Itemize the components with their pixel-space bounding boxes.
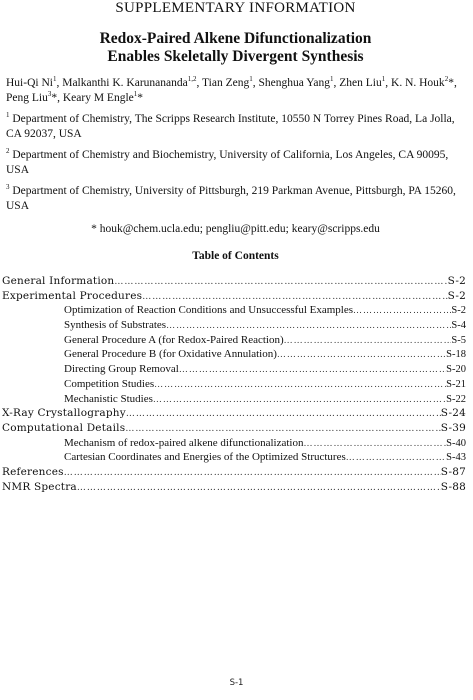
- toc-entry[interactable]: [2, 304, 466, 319]
- toc-heading: Table of Contents: [192, 250, 279, 262]
- author-separator: ,: [385, 77, 392, 89]
- affiliation: [6, 184, 459, 214]
- toc-entry[interactable]: [2, 422, 466, 437]
- toc-leader-dots: [77, 483, 441, 493]
- toc-leader-dots: [303, 438, 446, 448]
- author-affiliation-mark: 1: [330, 75, 334, 84]
- toc-leader-dots: [179, 364, 446, 374]
- author-affiliation-mark: 3: [47, 90, 52, 99]
- toc-entry-label: Mechanistic Studies: [64, 392, 153, 405]
- toc-entry-page: S-39: [440, 421, 466, 434]
- toc-entry-label: General Procedure A (for Redox-Paired Reaction): [64, 333, 284, 346]
- toc-entry[interactable]: [2, 334, 466, 349]
- author-separator: ,: [56, 77, 63, 89]
- toc-entry-label: Optimization of Reaction Conditions and Unsuccessful Examples: [64, 304, 354, 317]
- toc-leader-dots: [126, 409, 441, 419]
- toc-entry-page: S-43: [446, 452, 466, 464]
- toc-leader-dots: [64, 468, 441, 478]
- author-separator: ,: [196, 77, 203, 89]
- toc-entry-page: S-2: [447, 275, 466, 287]
- author-name: Malkanthi K. Karunananda: [62, 77, 188, 89]
- toc-entry-page: S-5: [451, 334, 466, 346]
- toc-entry-page: S-18: [446, 349, 466, 361]
- toc-leader-dots: [142, 292, 447, 302]
- author-affiliation-mark: 1: [133, 90, 138, 99]
- author-separator: *,: [51, 92, 63, 104]
- toc-entry-label: Mechanism of redox-paired alkene difunctionalization: [64, 436, 304, 449]
- toc-entry-label: Cartesian Coordinates and Energies of the Optimized Structures: [64, 451, 346, 464]
- toc-entry-page: S-21: [446, 378, 466, 390]
- toc-leader-dots: [346, 452, 446, 462]
- author-separator: ,: [333, 77, 340, 89]
- affiliation-mark: 3: [6, 183, 10, 192]
- toc-entry[interactable]: [2, 481, 466, 496]
- affiliation-text: Department of Chemistry, The Scripps Research Institute, 10550 N Torrey Pines Road, La Jolla, CA 92037, USA: [6, 113, 455, 140]
- author-name: Peng Liu: [6, 92, 48, 104]
- toc-entry-page: S-4: [451, 320, 466, 332]
- affiliation-text: Department of Chemistry and Biochemistry, University of California, Los Angeles, CA 90095, USA: [6, 149, 449, 176]
- author-name: Zhen Liu: [339, 77, 382, 89]
- author-name: K. N. Houk: [391, 77, 445, 89]
- toc-entry-label: Competition Studies: [64, 377, 155, 390]
- toc-entry[interactable]: [2, 275, 466, 290]
- toc-entry-page: S-22: [446, 393, 466, 405]
- toc-leader-dots: [114, 277, 447, 287]
- page-number: S-1: [229, 678, 244, 688]
- toc-entry[interactable]: [2, 290, 466, 305]
- affiliation-list: [6, 111, 459, 214]
- author-affiliation-mark: 1: [52, 75, 57, 84]
- toc-entry[interactable]: [2, 348, 466, 363]
- table-of-contents: [2, 275, 466, 495]
- affiliation: [6, 148, 459, 178]
- toc-entry-label: Directing Group Removal: [64, 363, 179, 376]
- toc-entry-label: General Information: [2, 275, 115, 287]
- title-line-1: Redox-Paired Alkene Difunctionalization: [99, 30, 372, 47]
- title-line-2: Enables Skeletally Divergent Synthesis: [107, 48, 364, 65]
- toc-entry-page: S-20: [446, 364, 466, 376]
- toc-entry-page: S-88: [440, 480, 466, 493]
- author-affiliation-mark: 2: [444, 75, 449, 84]
- toc-leader-dots: [154, 379, 446, 389]
- toc-leader-dots: [284, 335, 452, 345]
- affiliation-mark: 1: [6, 111, 10, 120]
- toc-entry-label: References: [2, 465, 64, 478]
- author-name: Shenghua Yang: [258, 77, 331, 89]
- toc-entry-label: Experimental Procedures: [2, 289, 143, 302]
- toc-entry[interactable]: [2, 319, 466, 334]
- toc-entry-label: Synthesis of Substrates: [64, 319, 167, 332]
- author-separator: *,: [448, 77, 457, 89]
- toc-entry-label: NMR Spectra: [2, 480, 77, 493]
- toc-entry[interactable]: [2, 393, 466, 408]
- toc-leader-dots: [153, 394, 446, 404]
- toc-entry[interactable]: [2, 378, 466, 393]
- toc-entry-page: S-2: [451, 305, 466, 317]
- toc-entry-page: S-2: [447, 289, 466, 302]
- paper-title: [12, 30, 459, 66]
- toc-entry[interactable]: [2, 466, 466, 481]
- toc-entry[interactable]: [2, 363, 466, 378]
- toc-entry[interactable]: [2, 451, 466, 466]
- correspondence-emails: * houk@chem.ucla.edu; pengliu@pitt.edu; keary@scripps.edu: [91, 223, 380, 235]
- affiliation-text: Department of Chemistry, University of Pittsburgh, 219 Parkman Avenue, Pittsburgh, PA 15260, USA: [6, 185, 456, 212]
- author-list: [6, 76, 459, 106]
- author-affiliation-mark: 1: [249, 75, 253, 84]
- affiliation: [6, 112, 459, 142]
- toc-entry-page: S-87: [440, 465, 466, 478]
- author-name: Hui-Qi Ni: [6, 77, 53, 89]
- toc-entry[interactable]: [2, 407, 466, 422]
- toc-entry-label: X-Ray Crystallography: [2, 407, 126, 420]
- toc-leader-dots: [353, 305, 451, 315]
- author-name: Keary M Engle: [62, 92, 134, 104]
- affiliation-mark: 2: [6, 147, 10, 156]
- toc-entry[interactable]: [2, 437, 466, 452]
- toc-entry-page: S-40: [446, 437, 466, 449]
- supplementary-header: SUPPLEMENTARY INFORMATION: [115, 0, 356, 16]
- toc-entry-label: General Procedure B (for Oxidative Annulation): [64, 348, 277, 361]
- author-affiliation-mark: 1: [381, 75, 386, 84]
- toc-leader-dots: [125, 424, 440, 434]
- toc-leader-dots: [277, 349, 446, 359]
- toc-entry-label: Computational Details: [2, 421, 126, 434]
- author-separator: ,: [252, 77, 259, 89]
- toc-entry-page: S-24: [440, 407, 466, 420]
- author-name: Tian Zeng: [202, 77, 250, 89]
- author-separator: *: [137, 92, 144, 104]
- author-affiliation-mark: 1,2: [187, 75, 197, 84]
- toc-leader-dots: [166, 320, 451, 330]
